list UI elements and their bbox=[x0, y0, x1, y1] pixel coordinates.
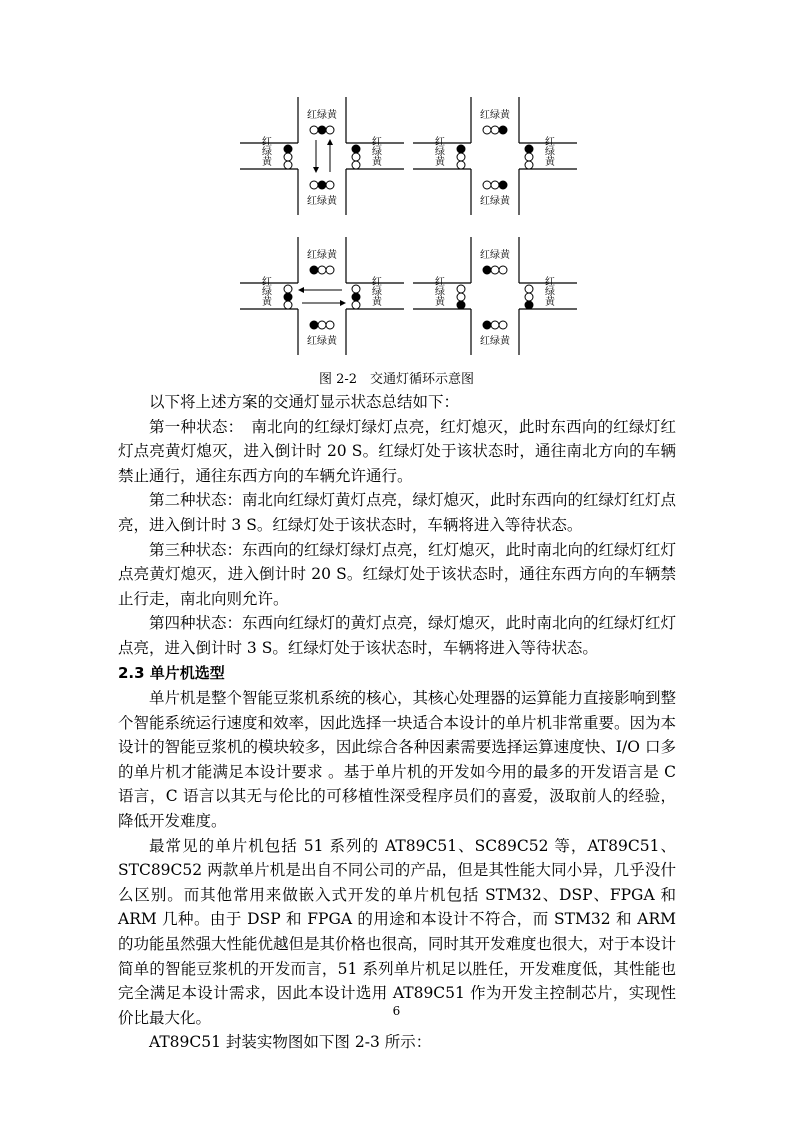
west-signal-yellow-light bbox=[284, 301, 292, 309]
south-signal-yellow-light bbox=[326, 321, 334, 329]
east-signal-label-char-0: 红 bbox=[372, 277, 382, 288]
west-signal-red-light bbox=[457, 285, 465, 293]
west-signal-label-char-0: 红 bbox=[435, 137, 445, 148]
east-signal-label-char-2: 黄 bbox=[545, 297, 555, 308]
west-signal-yellow-light bbox=[457, 161, 465, 169]
west-signal-label-char-2: 黄 bbox=[262, 157, 272, 168]
west-signal-label-char-1: 绿 bbox=[435, 147, 445, 158]
south-signal-red-light bbox=[310, 181, 318, 189]
section-heading-2-3: 2.3 单片机选型 bbox=[118, 664, 225, 682]
paragraph-summary-intro: 以下将上述方案的交通灯显示状态总结如下： bbox=[149, 393, 460, 411]
westbound-arrow-head bbox=[298, 287, 304, 293]
west-signal-label-char-0: 红 bbox=[262, 277, 272, 288]
paragraph-state-2: 第二种状态：南北向红绿灯黄灯点亮，绿灯熄灭，此时东西向的红绿灯红灯点亮，进入倒计时 3 S。红绿灯处于该状态时，车辆将进入等待状态。 bbox=[118, 491, 677, 534]
east-signal-label-char-2: 黄 bbox=[545, 157, 555, 168]
west-signal-label-char-1: 绿 bbox=[262, 147, 272, 158]
south-signal-red-light bbox=[483, 321, 491, 329]
west-signal-label-char-2: 黄 bbox=[435, 157, 445, 168]
intersection-panel-1 bbox=[240, 97, 404, 215]
north-signal-yellow-light bbox=[499, 266, 507, 274]
figure-caption: 图 2-2 交通灯循环示意图 bbox=[318, 372, 475, 387]
east-signal-label-char-0: 红 bbox=[545, 277, 555, 288]
east-signal-yellow-light bbox=[525, 301, 533, 309]
paragraph-mcu-core: 单片机是整个智能豆浆机系统的核心，其核心处理器的运算能力直接影响到整个智能系统运行速度和效率，因此选择一块适合本设计的单片机非常重要。因为本设计的智能豆浆机的模块较多，因此综合各种因素需要选择运算速度快、I/O 口多的单片机才能满足本设计要求 。基于单片机的开发如今用的最多的开发语言是 C 语言，C 语言以其无与伦比的可移植性深受程序员们的喜爱，汲取前人的经验，降低开发难度。 bbox=[118, 689, 677, 830]
east-signal-yellow-light bbox=[352, 161, 360, 169]
south-signal-label: 红绿黄 bbox=[307, 336, 337, 347]
traffic-light-cycle-figure bbox=[0, 0, 793, 362]
south-signal-yellow-light bbox=[499, 181, 507, 189]
south-signal-label: 红绿黄 bbox=[480, 336, 510, 347]
west-signal-label-char-0: 红 bbox=[435, 277, 445, 288]
east-signal-label-char-1: 绿 bbox=[372, 147, 382, 158]
intersection-panel-2 bbox=[413, 97, 577, 215]
east-signal-red-light bbox=[352, 145, 360, 153]
west-signal-green-light bbox=[457, 293, 465, 301]
east-signal-green-light bbox=[352, 153, 360, 161]
west-signal-label-char-2: 黄 bbox=[435, 297, 445, 308]
east-signal-red-light bbox=[352, 285, 360, 293]
east-signal-yellow-light bbox=[525, 161, 533, 169]
west-signal-label-char-1: 绿 bbox=[262, 287, 272, 298]
south-signal-green-light bbox=[491, 181, 499, 189]
east-signal-green-light bbox=[525, 153, 533, 161]
north-signal-yellow-light bbox=[326, 126, 334, 134]
west-signal-red-light bbox=[284, 285, 292, 293]
east-signal-label-char-1: 绿 bbox=[545, 287, 555, 298]
page-number: 6 bbox=[392, 1004, 401, 1018]
east-signal-green-light bbox=[525, 293, 533, 301]
eastbound-arrow-head bbox=[340, 300, 346, 306]
intersection-panel-3 bbox=[240, 237, 404, 355]
west-signal-green-light bbox=[284, 153, 292, 161]
west-signal-yellow-light bbox=[457, 301, 465, 309]
section-2-body bbox=[118, 686, 676, 1055]
south-signal-green-light bbox=[318, 181, 326, 189]
east-signal-label-char-0: 红 bbox=[372, 137, 382, 148]
north-signal-label: 红绿黄 bbox=[307, 110, 337, 121]
north-signal-label: 红绿黄 bbox=[307, 250, 337, 261]
west-signal-label-char-1: 绿 bbox=[435, 287, 445, 298]
west-signal-label-char-2: 黄 bbox=[262, 297, 272, 308]
paragraph-state-3: 第三种状态：东西向的红绿灯绿灯点亮，红灯熄灭，此时南北向的红绿灯红灯点亮黄灯熄灭，进入倒计时 20 S。红绿灯处于该状态时，通往东西方向的车辆禁止行走，南北向则允许。 bbox=[118, 540, 677, 608]
south-signal-yellow-light bbox=[326, 181, 334, 189]
north-signal-green-light bbox=[491, 126, 499, 134]
north-signal-label: 红绿黄 bbox=[480, 110, 510, 121]
south-signal-green-light bbox=[491, 321, 499, 329]
paragraph-mcu-comparison: 最常见的单片机包括 51 系列的 AT89C51、SC89C52 等，AT89C51、STC89C52 两款单片机是出自不同公司的产品，但是其性能大同小异，几乎没什么区别。而其他常用来做嵌入式开发的单片机包括 STM32、DSP、FPGA 和 ARM 几种。由于 DSP 和 FPGA 的用途和本设计不符合，而 STM32 和 ARM 的功能虽然强大性能优越但是其价格也很高，同时其开发难度也很大，对于本设计简单的智能豆浆机的开发而言，51 系列单片机足以胜任，开发难度低，其性能也完全满足本设计需求，因此本设计选用 AT89C51 作为开发主控制芯片，实现性价比最大化。 bbox=[118, 836, 677, 1027]
north-signal-red-light bbox=[483, 266, 491, 274]
east-signal-label-char-1: 绿 bbox=[372, 287, 382, 298]
west-signal-green-light bbox=[284, 293, 292, 301]
east-signal-red-light bbox=[525, 145, 533, 153]
west-signal-green-light bbox=[457, 153, 465, 161]
intersection-panel-4 bbox=[413, 237, 577, 355]
east-signal-red-light bbox=[525, 285, 533, 293]
west-signal-red-light bbox=[284, 145, 292, 153]
south-signal-label: 红绿黄 bbox=[307, 196, 337, 207]
north-signal-green-light bbox=[318, 126, 326, 134]
east-signal-label-char-2: 黄 bbox=[372, 297, 382, 308]
paragraph-state-4: 第四种状态：东西向红绿灯的黄灯点亮，绿灯熄灭，此时南北向的红绿灯红灯点亮，进入倒计时 3 S。红绿灯处于该状态时，车辆将进入等待状态。 bbox=[118, 614, 677, 657]
northbound-arrow-head bbox=[327, 139, 333, 145]
north-signal-green-light bbox=[491, 266, 499, 274]
north-signal-yellow-light bbox=[326, 266, 334, 274]
east-signal-yellow-light bbox=[352, 301, 360, 309]
east-signal-label-char-2: 黄 bbox=[372, 157, 382, 168]
north-signal-label: 红绿黄 bbox=[480, 250, 510, 261]
south-signal-red-light bbox=[483, 181, 491, 189]
east-signal-green-light bbox=[352, 293, 360, 301]
west-signal-red-light bbox=[457, 145, 465, 153]
north-signal-yellow-light bbox=[499, 126, 507, 134]
north-signal-red-light bbox=[310, 266, 318, 274]
north-signal-red-light bbox=[483, 126, 491, 134]
paragraph-figure-reference: AT89C51 封装实物图如下图 2-3 所示： bbox=[149, 1033, 432, 1052]
west-signal-yellow-light bbox=[284, 161, 292, 169]
south-signal-label: 红绿黄 bbox=[480, 196, 510, 207]
south-signal-green-light bbox=[318, 321, 326, 329]
east-signal-label-char-1: 绿 bbox=[545, 147, 555, 158]
north-signal-green-light bbox=[318, 266, 326, 274]
north-signal-red-light bbox=[310, 126, 318, 134]
paragraph-state-1: 第一种状态： 南北向的红绿灯绿灯点亮，红灯熄灭，此时东西向的红绿灯红灯点亮黄灯熄灭，进入倒计时 20 S。红绿灯处于该状态时，通往南北方向的车辆禁止通行，通往东西方向的车辆允许通行。 bbox=[118, 417, 676, 485]
southbound-arrow-head bbox=[313, 167, 319, 173]
south-signal-yellow-light bbox=[499, 321, 507, 329]
east-signal-label-char-0: 红 bbox=[545, 137, 555, 148]
south-signal-red-light bbox=[310, 321, 318, 329]
section-1-body bbox=[118, 390, 676, 661]
west-signal-label-char-0: 红 bbox=[262, 137, 272, 148]
